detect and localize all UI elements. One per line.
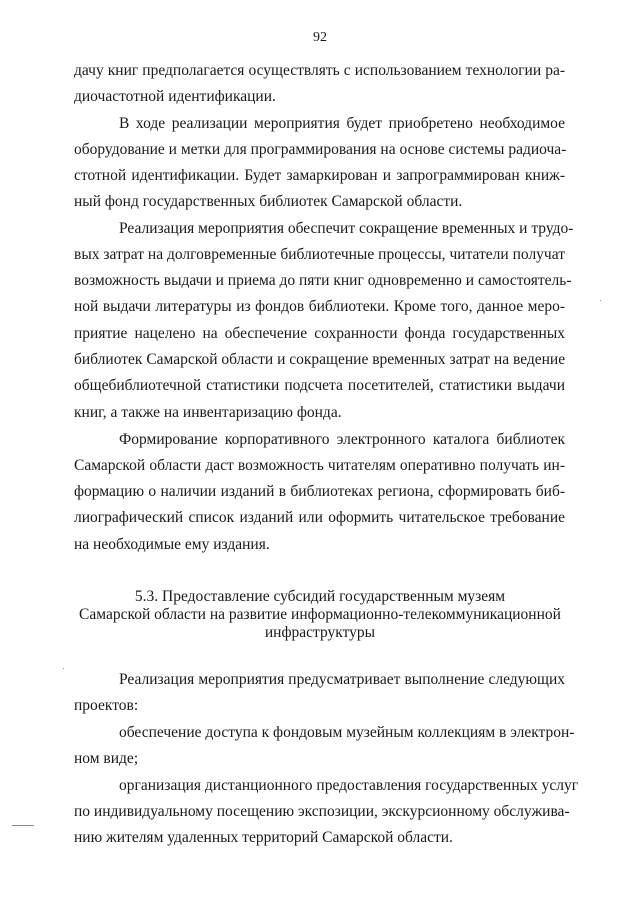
section-heading-line: 5.3. Предоставление субсидий государственным музеям: [134, 588, 506, 605]
text-line: организация дистанционного предоставления государственных услуг: [119, 777, 579, 794]
text-line: формацию о наличии изданий в библиотеках региона, сформировать биб-: [74, 483, 565, 500]
page-number: 92: [313, 30, 327, 45]
text-line: Формирование корпоративного электронного каталога библиотек: [119, 431, 565, 448]
text-line: обеспечение доступа к фондовым музейным коллекциям в электрон-: [119, 724, 575, 741]
text-line: по индивидуальному посещению экспозиции, экскурсионному обслужива-: [74, 803, 570, 820]
text-line: библиотек Самарской области и сокращение временных затрат на ведение: [74, 351, 566, 368]
scan-artifact: [63, 668, 64, 669]
text-line: Самарской области даст возможность читателям оперативно получать ин-: [74, 457, 565, 474]
text-line: ном виде;: [74, 750, 139, 767]
text-line: стотной идентификации. Будет замаркирован и запрограммирован книж-: [74, 167, 565, 184]
text-line: на необходимые ему издания.: [74, 536, 270, 553]
text-line: нию жителям удаленных территорий Самарской области.: [74, 829, 453, 846]
text-line: лиографический список изданий или оформить читательское требование: [74, 509, 565, 526]
text-line: Реализация мероприятия обеспечит сокращение временных и трудо-: [119, 220, 574, 237]
scan-artifact: [600, 300, 601, 301]
text-line: дачу книг предполагается осуществлять с использованием технологии ра-: [74, 62, 565, 79]
scan-artifact: [12, 825, 34, 826]
text-line: возможность выдачи и приема до пяти книг одновременно и самостоятель-: [74, 272, 572, 289]
text-line: диочастотной идентификации.: [74, 88, 276, 105]
text-line: оборудование и метки для программирования на основе системы радиоча-: [74, 141, 567, 158]
section-heading-line: Самарской области на развитие информационно-телекоммуникационной: [79, 606, 561, 623]
text-line: ный фонд государственных библиотек Самарской области.: [74, 193, 463, 210]
text-line: вых затрат на долговременные библиотечные процессы, читатели получат: [74, 246, 565, 263]
text-line: Реализация мероприятия предусматривает выполнение следующих: [119, 671, 565, 688]
text-line: ной выдачи литературы из фондов библиотеки. Кроме того, данное меро-: [74, 298, 565, 315]
text-line: общебиблиотечной статистики подсчета посетителей, статистики выдачи: [74, 377, 565, 394]
text-line: В ходе реализации мероприятия будет приобретено необходимое: [119, 115, 565, 132]
text-line: приятие нацелено на обеспечение сохранности фонда государственных: [74, 325, 565, 342]
text-line: книг, а также на инвентаризацию фонда.: [74, 404, 342, 421]
section-heading-line: инфраструктуры: [264, 624, 376, 641]
text-line: проектов:: [74, 697, 139, 714]
